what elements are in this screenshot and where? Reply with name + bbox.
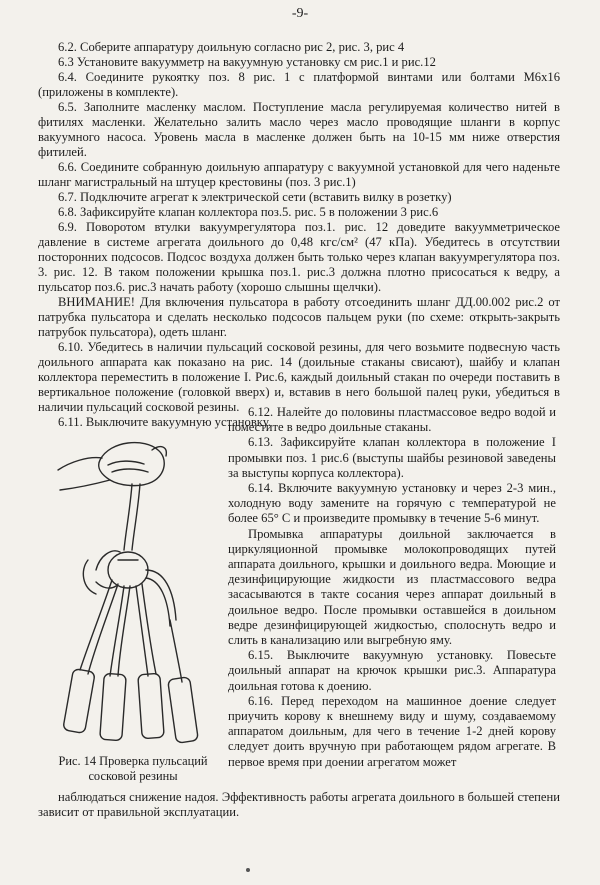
washing-paragraph: Промывка аппаратуры доильной заключается в циркуляционной промывке молокопроводящих путей аппарата доильного, крышки и доильного ведра. Моющие и дезинфицирующие жидкости из пластмассового ведра засасываются в такте сосания через аппарат доильный в доильное ведро. После промывки оставшейся в доильном ведре дезинфицирующей жидкостью, сполоснуть ведро и слить в канализацию или выгребную яму.: [228, 526, 556, 648]
closing-paragraph: наблюдаться снижение надоя. Эффективность работы агрегата доильного в большей степени зависит от правильной эксплуатации.: [38, 790, 560, 819]
paragraph-6-16: 6.16. Перед переходом на машинное доение следует приучить корову к внешнему виду и шуму, создаваемому аппаратом доильным, для чего в течение 1-2 дней корову следует доить вручную при работающем рядом агрегате. В первое время при доении агрегатом может: [228, 693, 556, 769]
paragraph-6-10: 6.10. Убедитесь в наличии пульсаций сосковой резины, для чего возьмите подвесную часть доильного аппарата как показано на рис. 14 (доильные стаканы свисают), шайбу и клапан коллектора переместить в положение I. Рис.6, каждый доильный стакан по очереди поставить в вертикальное положение (головкой вверх) и, вставив в него большой палец руки, убедиться в наличии пульсаций сосковой резины.: [38, 340, 560, 414]
hand-with-teat-cups-illustration: [40, 420, 230, 750]
print-mark: [246, 868, 250, 872]
paragraph-6-4: 6.4. Соедините рукоятку поз. 8 рис. 1 с платформой винтами или болтами М6х16 (приложены в комплекте).: [38, 70, 560, 99]
paragraph-6-7: 6.7. Подключите агрегат к электрической сети (вставить вилку в розетку): [58, 190, 452, 204]
paragraph-6-3: 6.3 Установите вакуумметр на вакуумную установку см рис.1 и рис.12: [58, 55, 436, 69]
paragraph-6-12: 6.12. Налейте до половины пластмассовое ведро водой и поместите в ведро доильные стаканы.: [228, 405, 556, 435]
figure-pulsation-check: [40, 420, 230, 750]
paragraph-6-8: 6.8. Зафиксируйте клапан коллектора поз.5. рис. 5 в положении 3 рис.6: [58, 205, 439, 219]
paragraph-6-15: 6.15. Выключите вакуумную установку. Повесьте доильный аппарат на крючок крышки рис.3. Аппаратура доильная готова к доению.: [228, 648, 556, 693]
paragraph-6-2: 6.2. Соберите аппаратуру доильную согласно рис 2, рис. 3, рис 4: [58, 40, 405, 54]
figure-caption: Рис. 14 Проверка пульсаций сосковой резины: [58, 754, 208, 783]
paragraph-6-14: 6.14. Включите вакуумную установку и через 2-3 мин., холодную воду замените на горячую с температурой не более 65° С и произведите промывку в течение 5-6 минут.: [228, 481, 556, 526]
paragraph-6-13: 6.13. Зафиксируйте клапан коллектора в положение I промывки поз. 1 рис.6 (выступы шайбы резиновой заведены за выступы корпуса коллектора).: [228, 435, 556, 480]
page-number: -9-: [291, 6, 309, 21]
right-column-text: [228, 405, 556, 770]
top-text-block: [38, 40, 560, 430]
paragraph-6-5: 6.5. Заполните масленку маслом. Поступление масла регулируемая количество нитей в фитилях масленки. Желательно залить масло через масло проводящие шланги в корпус вакуумного насоса. Уровень масла в масленке должен быть на 10-15 мм ниже отверстия фитилей.: [38, 100, 560, 159]
paragraph-6-9: 6.9. Поворотом втулки вакуумрегулятора поз.1. рис. 12 доведите вакуумметрическое давление в системе агрегата доильного до 0,48 кгс/см² (47 кПа). Убедитесь в отсутствии посторонних подсосов. Подсос воздуха должен быть только через клапан вакуумрегулятора поз. 3. рис. 12. В таком положении крышка поз.1. рис.3 должна плотно присосаться к ведру, а пульсатор поз.6. рис.3 начать работу (хорошо слышны щелчки).: [38, 220, 560, 294]
warning-paragraph: ВНИМАНИЕ! Для включения пульсатора в работу отсоединить шланг ДД.00.002 рис.2 от патрубка пульсатора и сделать несколько подсосов пальцем руки (по схеме: открыть-закрыть патрубок пульсатора), одеть шланг.: [38, 295, 560, 339]
paragraph-6-11: 6.11. Выключите вакуумную установку.: [58, 415, 271, 429]
bottom-text-block: [38, 790, 560, 820]
paragraph-6-6: 6.6. Соедините собранную доильную аппаратуру с вакуумной установкой для чего наденьте шланг магистральный на штуцер крестовины (поз. 3 рис.1): [38, 160, 560, 189]
